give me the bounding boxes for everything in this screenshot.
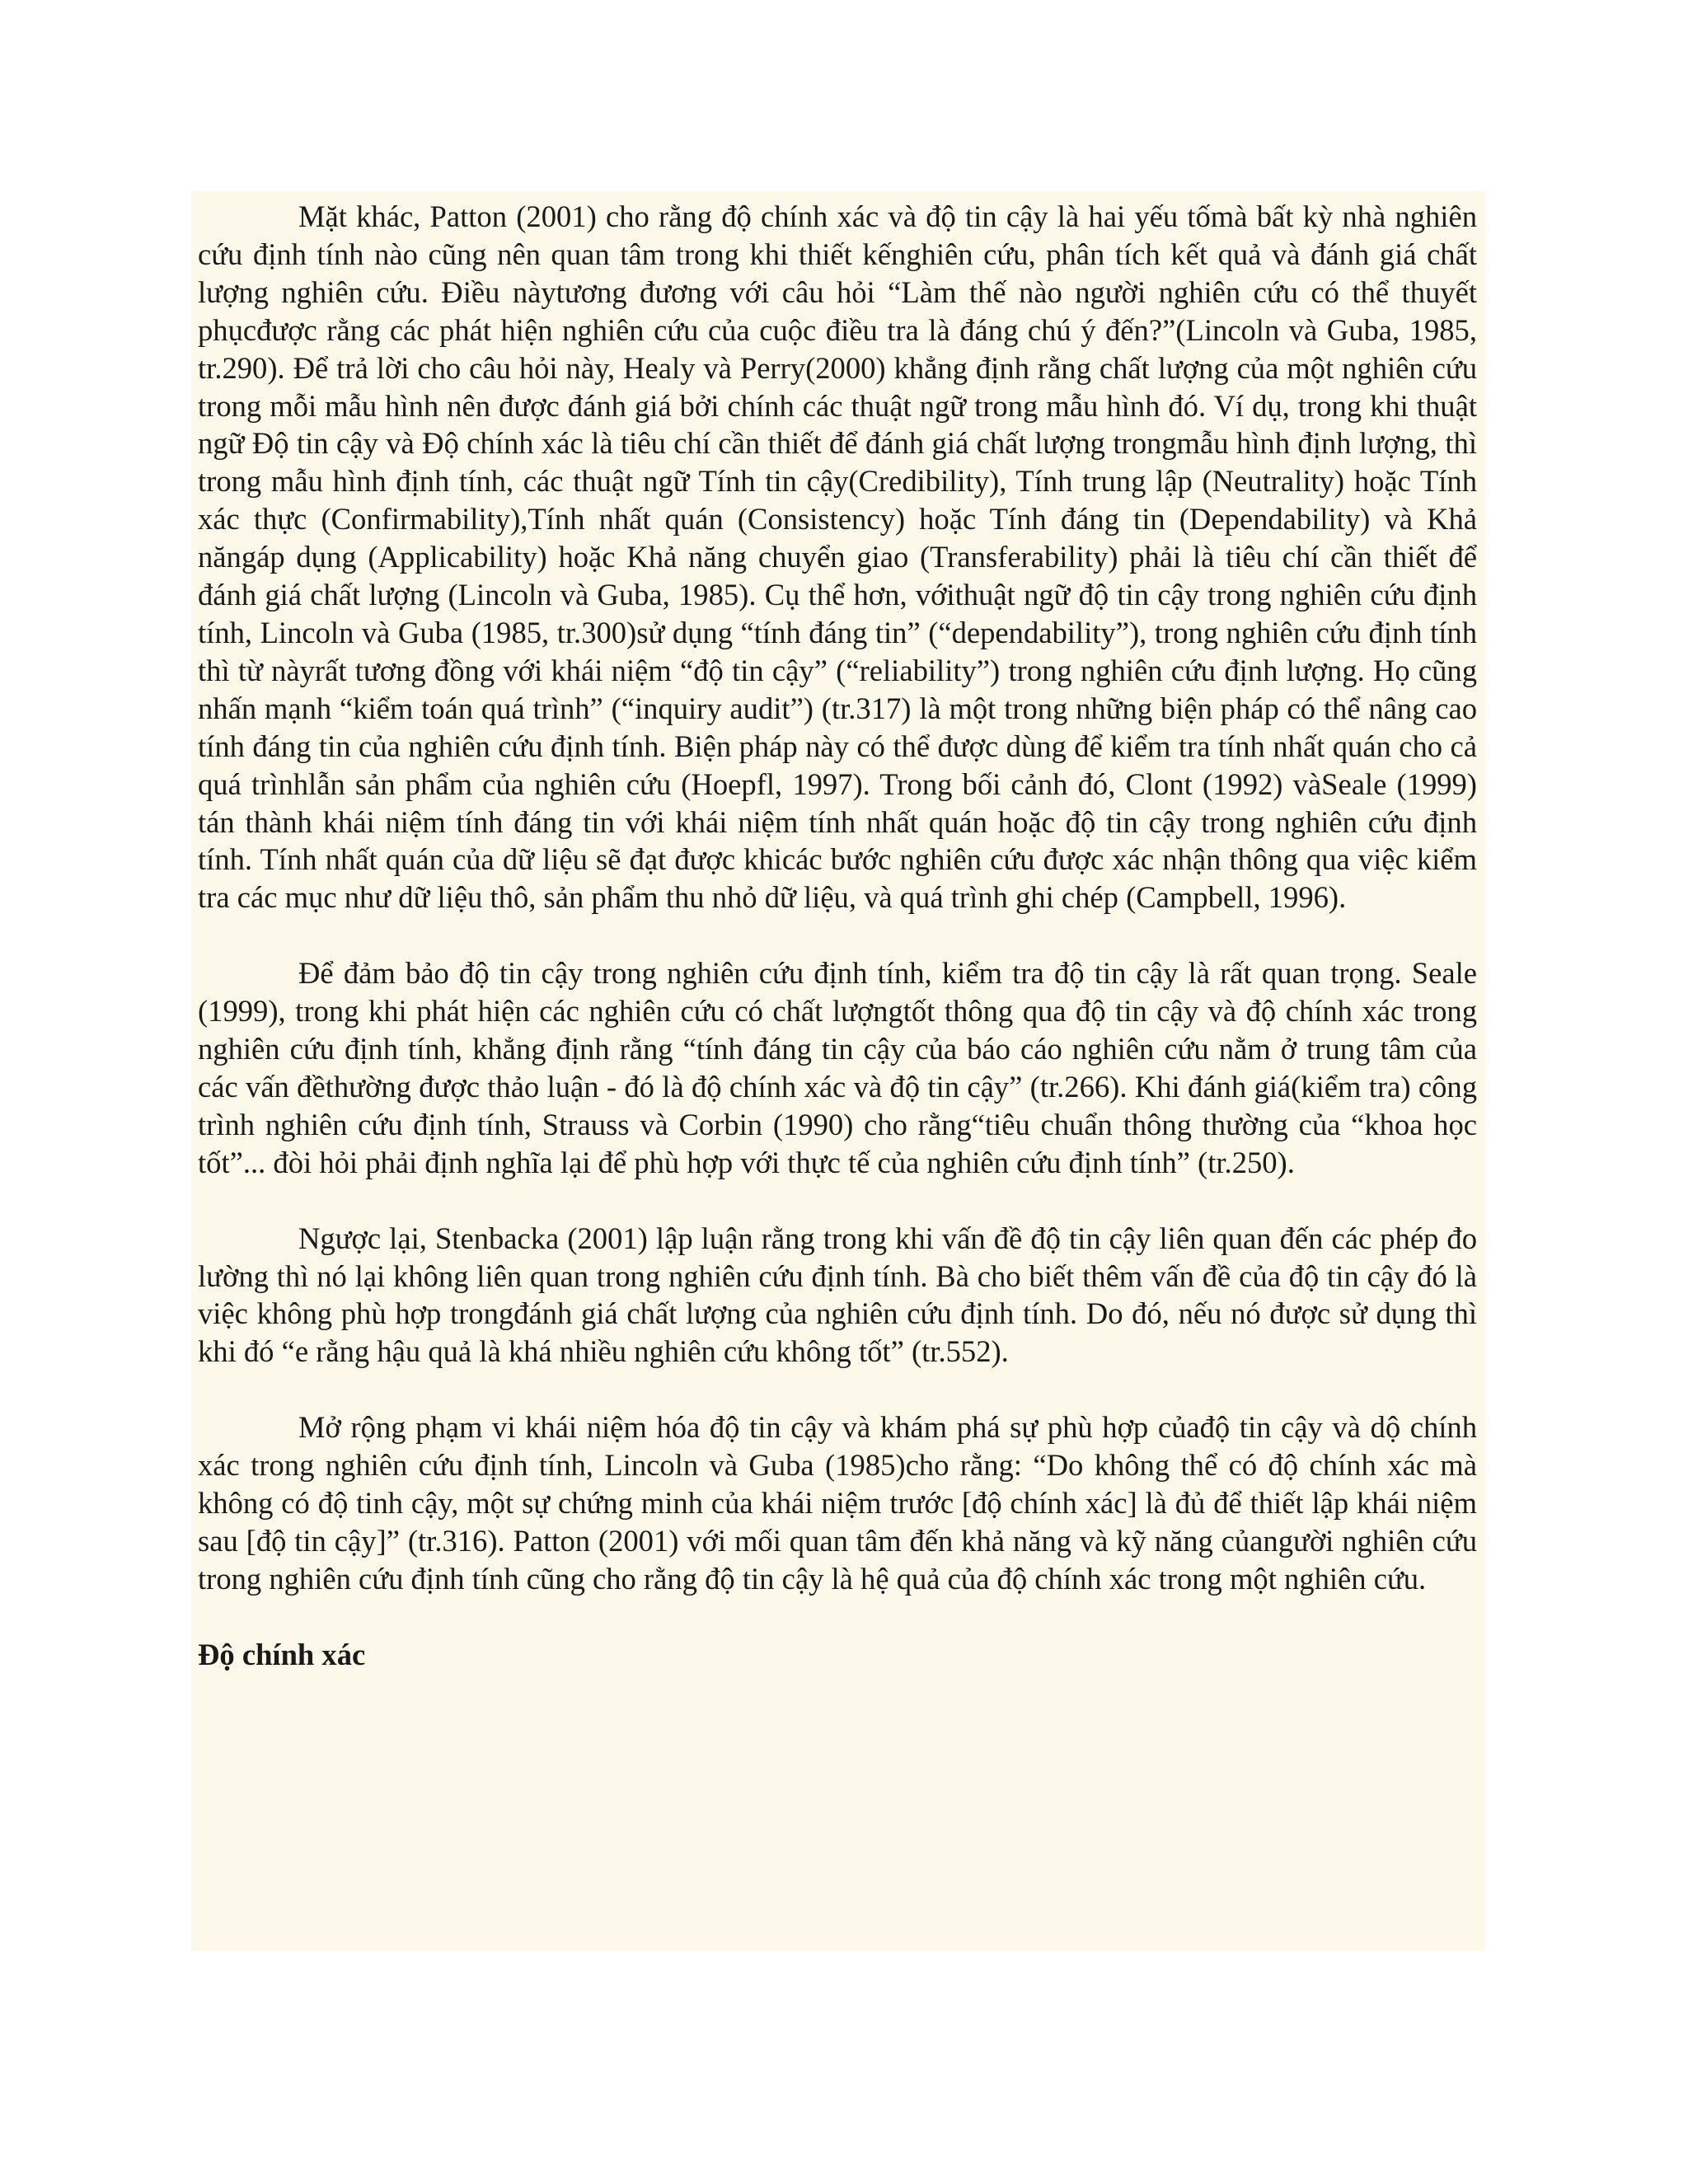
page-background xyxy=(191,191,1485,1951)
paragraph-1: Mặt khác, Patton (2001) cho rằng độ chính xác và độ tin cậy là hai yếu tốmà bất kỳ nhà nghiên cứu định tính nào cũng nên quan tâm trong khi thiết kếnghiên cứu, phân tích kết quả và đánh giá chất lượng nghiên cứu. Điều nàytương đương với câu hỏi “Làm thế nào người nghiên cứu có thể thuyết phụcđược rằng các phát hiện nghiên cứu của cuộc điều tra là đáng chú ý đến?”(Lincoln và Guba, 1985, tr.290). Để trả lời cho câu hỏi này, Healy và Perry(2000) khẳng định rằng chất lượng của một nghiên cứu trong mỗi mẫu hình nên được đánh giá bởi chính các thuật ngữ trong mẫu hình đó. Ví dụ, trong khi thuật ngữ Độ tin cậy và Độ chính xác là tiêu chí cần thiết để đánh giá chất lượng trongmẫu hình định lượng, thì trong mẫu hình định tính, các thuật ngữ Tính tin cậy(Credibility), Tính trung lập (Neutrality) hoặc Tính xác thực (Confirmability),Tính nhất quán (Consistency) hoặc Tính đáng tin (Dependability) và Khả năngáp dụng (Applicability) hoặc Khả năng chuyển giao (Transferability) phải là tiêu chí cần thiết để đánh giá chất lượng (Lincoln và Guba, 1985). Cụ thể hơn, vớithuật ngữ độ tin cậy trong nghiên cứu định tính, Lincoln và Guba (1985, tr.300)sử dụng “tính đáng tin” (“dependability”), trong nghiên cứu định tính thì từ nàyrất tương đồng với khái niệm “độ tin cậy” (“reliability”) trong nghiên cứu định lượng. Họ cũng nhấn mạnh “kiểm toán quá trình” (“inquiry audit”) (tr.317) là một trong những biện pháp có thể nâng cao tính đáng tin của nghiên cứu định tính. Biện pháp này có thể được dùng để kiểm tra tính nhất quán cho cả quá trìnhlẫn sản phẩm của nghiên cứu (Hoepfl, 1997). Trong bối cảnh đó, Clont (1992) vàSeale (1999) tán thành khái niệm tính đáng tin với khái niệm tính nhất quán hoặc độ tin cậy trong nghiên cứu định tính. Tính nhất quán của dữ liệu sẽ đạt được khicác bước nghiên cứu được xác nhận thông qua việc kiểm tra các mục như dữ liệu thô, sản phẩm thu nhỏ dữ liệu, và quá trình ghi chép (Campbell, 1996). xyxy=(198,199,1477,915)
paragraph-2: Để đảm bảo độ tin cậy trong nghiên cứu định tính, kiểm tra độ tin cậy là rất quan trọng. Seale (1999), trong khi phát hiện các nghiên cứu có chất lượngtốt thông qua độ tin cậy và độ chính xác trong nghiên cứu định tính, khẳng định rằng “tính đáng tin cậy của báo cáo nghiên cứu nằm ở trung tâm của các vấn đềthường được thảo luận - đó là độ chính xác và độ tin cậy” (tr.266). Khi đánh giá(kiểm tra) công trình nghiên cứu định tính, Strauss và Corbin (1990) cho rằng“tiêu chuẩn thông thường của “khoa học tốt”... đòi hỏi phải định nghĩa lại để phù hợp với thực tế của nghiên cứu định tính” (tr.250). xyxy=(198,956,1477,1179)
section-heading: Độ chính xác xyxy=(198,1637,366,1671)
paragraph-4: Mở rộng phạm vi khái niệm hóa độ tin cậy và khám phá sự phù hợp củađộ tin cậy và dộ chính xác trong nghiên cứu định tính, Lincoln và Guba (1985)cho rằng: “Do không thể có độ chính xác mà không có độ tinh cậy, một sự chứng minh của khái niệm trước [độ chính xác] là đủ để thiết lập khái niệm sau [độ tin cậy]” (tr.316). Patton (2001) với mối quan tâm đến khả năng và kỹ năng củangười nghiên cứu trong nghiên cứu định tính cũng cho rằng độ tin cậy là hệ quả của độ chính xác trong một nghiên cứu. xyxy=(198,1410,1477,1596)
document-body xyxy=(198,198,1477,1674)
paragraph-3: Ngược lại, Stenbacka (2001) lập luận rằng trong khi vấn đề độ tin cậy liên quan đến các phép đo lường thì nó lại không liên quan trong nghiên cứu định tính. Bà cho biết thêm vấn đề của độ tin cậy đó là việc không phù hợp trongđánh giá chất lượng của nghiên cứu định tính. Do đó, nếu nó được sử dụng thì khi đó “e rằng hậu quả là khá nhiều nghiên cứu không tốt” (tr.552). xyxy=(198,1221,1477,1369)
